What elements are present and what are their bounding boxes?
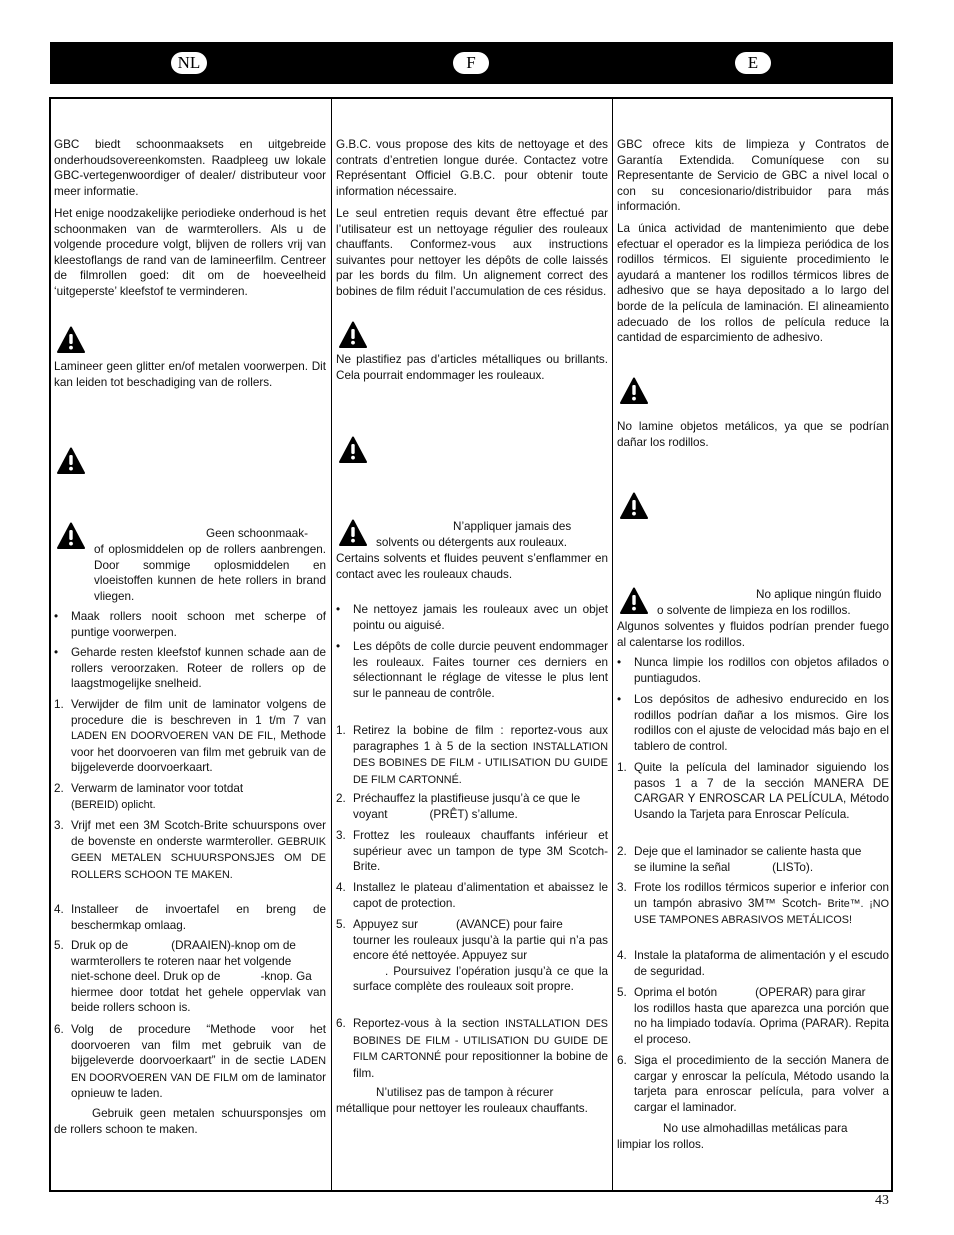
step-5: 5. Druk op de (DRAAIEN)-knop om de warmterollers te roteren naar het volgende niet-schone deel. Druk op de -knop. Ga hiermee door totdat het gehele oppervlak van beide rollers schoon is. <box>54 939 326 1015</box>
warning-text: N’appliquer jamais des <box>453 520 572 533</box>
maintenance-paragraph: Het enige noodzakelijke periodieke onderhoud is het schoonmaken van de warmterollers. Als u de volgende procedure volgt, blijven de rollers vrij van kleestoflangs de rand van de lamineerfilm. Centreer de filmrollen goed: dit om de hoeveelheid ‘uitgeperste’ kleefstof te verminderen. <box>54 207 326 298</box>
warning-text: No aplique ningún fluido <box>756 588 882 601</box>
column-divider <box>612 99 613 1190</box>
note-text: No use almohadillas metálicas para <box>663 1122 848 1135</box>
step-5: 5. Oprima el botón (OPERAR) para girar los rodillos hasta que aparezca una porción que no ha limpiado todavía. Oprima (PARAR). Repita el proceso. <box>617 986 889 1046</box>
list-item: • Geharde resten kleefstof kunnen schade aan de rollers veroorzaken. Roteer de rollers op de laagstmogelijke snelheid. <box>54 646 326 691</box>
note-text: limpiar los rollos. <box>617 1138 705 1151</box>
language-label-nl: NL <box>171 52 207 74</box>
language-label-f: F <box>453 52 489 74</box>
note-text: métallique pour nettoyer les rouleaux chauffants. <box>336 1102 588 1115</box>
warning-text: o solvente de limpieza en los rodillos. <box>657 604 851 617</box>
warning-text: Lamineer geen glitter en/of metalen voorwerpen. Dit kan leiden tot beschadiging van de rollers. <box>54 360 326 389</box>
step-2: 2. Deje que el laminador se caliente hasta que se ilumine la señal (LISTo). <box>617 845 862 874</box>
step-4: 4. Installeer de invoertafel en breng de beschermkap omlaag. <box>54 903 326 932</box>
warning-text: solvents ou détergents aux rouleaux. <box>376 536 568 549</box>
list-item: • Maak rollers nooit schoon met scherpe of puntige voorwerpen. <box>54 610 326 639</box>
step-5: 5. Appuyez sur (AVANCE) pour faire tourner les rouleaux jusqu’à la partie qui n’a pas encore été nettoyée. Appuyez sur . Poursuivez l’opération jusqu’à ce que la surface complète des rouleaux soit propre. <box>336 918 608 994</box>
warning-text: Algunos solventes y fluidos podrían prender fuego al calentarse los rodillos. <box>617 620 889 649</box>
step-4: 4. Instale la plataforma de alimentación y el escudo de seguridad. <box>617 949 889 978</box>
step-6: 6. Volg de procedure “Methode voor het doorvoeren van film met gebruik van de bijgeleverde doorvoerkaart” in de sectie LADEN EN DOORVOEREN VAN DE FILM om de laminator opnieuw te laden. <box>54 1023 326 1101</box>
intro-paragraph: GBC ofrece kits de limpieza y Contratos de Garantía Extendida. Comuníquese con su Representante de Servicio de GBC a nivel local o con su concesionario/distribuidor para más información. <box>617 138 889 214</box>
language-header-bar <box>50 42 893 84</box>
step-4: 4. Installez le plateau d’alimentation et abaissez le capot de protection. <box>336 881 608 910</box>
column-divider <box>331 99 332 1190</box>
content-frame <box>49 97 893 1192</box>
list-item: • Los depósitos de adhesivo endurecido en los rodillos podrían dañar a los mismos. Gire los rodillos con el ajuste de velocidad más bajo en el tablero de control. <box>617 693 889 753</box>
list-item: • Ne nettoyez jamais les rouleaux avec un objet pointu ou aiguisé. <box>336 603 608 632</box>
step-6: 6. Siga el procedimiento de la sección Manera de cargar y enroscar la película, Método usando la tarjeta para enroscar película, para volver a cargar el laminador. <box>617 1054 889 1114</box>
language-label-e: E <box>735 52 771 74</box>
step-1: 1. Verwijder de film unit de laminator volgens de procedure die is beschreven in 1 t/m 7 van LADEN EN DOORVOEREN VAN DE FIL, Methode voor het doorvoeren van film met gebruik van de bijgeleverde doorvoerkaart. <box>54 698 326 775</box>
warning-text: No lamine objetos metálicos, ya que se podrían dañar los rodillos. <box>617 420 889 449</box>
note-text: N’utilisez pas de tampon à récurer <box>376 1086 554 1099</box>
note-text: Gebruik geen metalen schuursponsjes om de rollers schoon te maken. <box>54 1107 326 1136</box>
warning-text: Certains solvents et fluides peuvent s’enflammer en contact avec les rouleaux chauds. <box>336 552 608 581</box>
maintenance-paragraph: La única actividad de mantenimiento que debe efectuar el operador es la limpieza periódica de los rodillos térmicos. El siguiente procedimiento le ayudará a mantener los rodillos térmicos libres de adhesivo que se haya depositado a lo largo del borde de la película de laminación. El alineamiento adecuado de los rollos de película reduce la cantidad de esparcimiento de adhesivo. <box>617 222 889 345</box>
intro-paragraph: G.B.C. vous propose des kits de nettoyage et des contrats d’entretien longue durée. Contactez votre Représentant Officiel G.B.C. pour obtenir toute information nécessaire. <box>336 138 608 198</box>
step-1: 1. Retirez la bobine de film : reportez-vous aux paragraphes 1 à 5 de la section INSTALLATION DES BOBINES DE FILM - UTILISATION DU GUIDE DE FILM CARTONNÉ. <box>336 724 608 786</box>
step-2: 2. Préchauffez la plastifieuse jusqu’à ce que le voyant (PRÊT) s’allume. <box>336 792 581 821</box>
step-3: 3. Frote los rodillos térmicos superior e inferior con un tampón abrasivo 3M™ Scotch- Brite™. ¡NO USE TAMPONES ABRASIVOS METÁLICOS! <box>617 881 889 927</box>
page-number: 43 <box>875 1193 889 1208</box>
warning-text: Geen schoonmaak- <box>206 527 308 540</box>
intro-paragraph: GBC biedt schoonmaaksets en uitgebreide onderhoudsovereenkomsten. Raadpleeg uw lokale GBC-vertegenwoordiger of dealer/ distributeur voor meer informatie. <box>54 138 326 198</box>
step-3: 3. Frottez les rouleaux chauffants inférieur et supérieur avec un tampon de type 3M Scotch-Brite. <box>336 829 608 874</box>
step-3: 3. Vrijf met een 3M Scotch-Brite schuurspons over de bovenste en onderste warmteroller. GEBRUIK GEEN METALEN SCHUURSPONSJES OM DE ROLLERS SCHOON TE MAKEN. <box>54 819 326 881</box>
warning-text: Ne plastifiez pas d’articles métalliques ou brillants. Cela pourrait endommager les rouleaux. <box>336 353 608 382</box>
step-1: 1. Quite la película del laminador siguiendo los pasos 1 a 7 de la sección MANERA DE CARGAR Y ENROSCAR LA PELÍCULA, Método Usando la Tarjeta para Enroscar Película. <box>617 761 889 821</box>
warning-text: of oplosmiddelen op de rollers aanbrengen. Door sommige oplosmiddelen en vloeistoffen kunnen de hete rollers in brand vliegen. <box>94 543 326 603</box>
step-6: 6. Reportez-vous à la section INSTALLATION DES BOBINES DE FILM - UTILISATION DU GUIDE DE FILM CARTONNÉ pour repositionner la bobine de film. <box>336 1017 608 1080</box>
list-item: • Nunca limpie los rodillos con objetos afilados o puntiagudos. <box>617 656 889 685</box>
step-2: 2. Verwarm de laminator voor totdat (BEREID) oplicht. <box>54 782 244 811</box>
maintenance-paragraph: Le seul entretien requis devant être effectué par l’utilisateur est un nettoyage régulier des rouleaux chauffants. Conformez-vous aux instructions suivantes pour nettoyer les dépôts de colle laissés par les bords du film. Un alignement correct des bobines de film réduit l’accumulation de ces résidus. <box>336 207 608 298</box>
list-item: • Les dépôts de colle durcie peuvent endommager les rouleaux. Faites tourner ces derniers en sélectionnant le réglage de vitesse le plus lent sur le panneau de contrôle. <box>336 640 608 700</box>
